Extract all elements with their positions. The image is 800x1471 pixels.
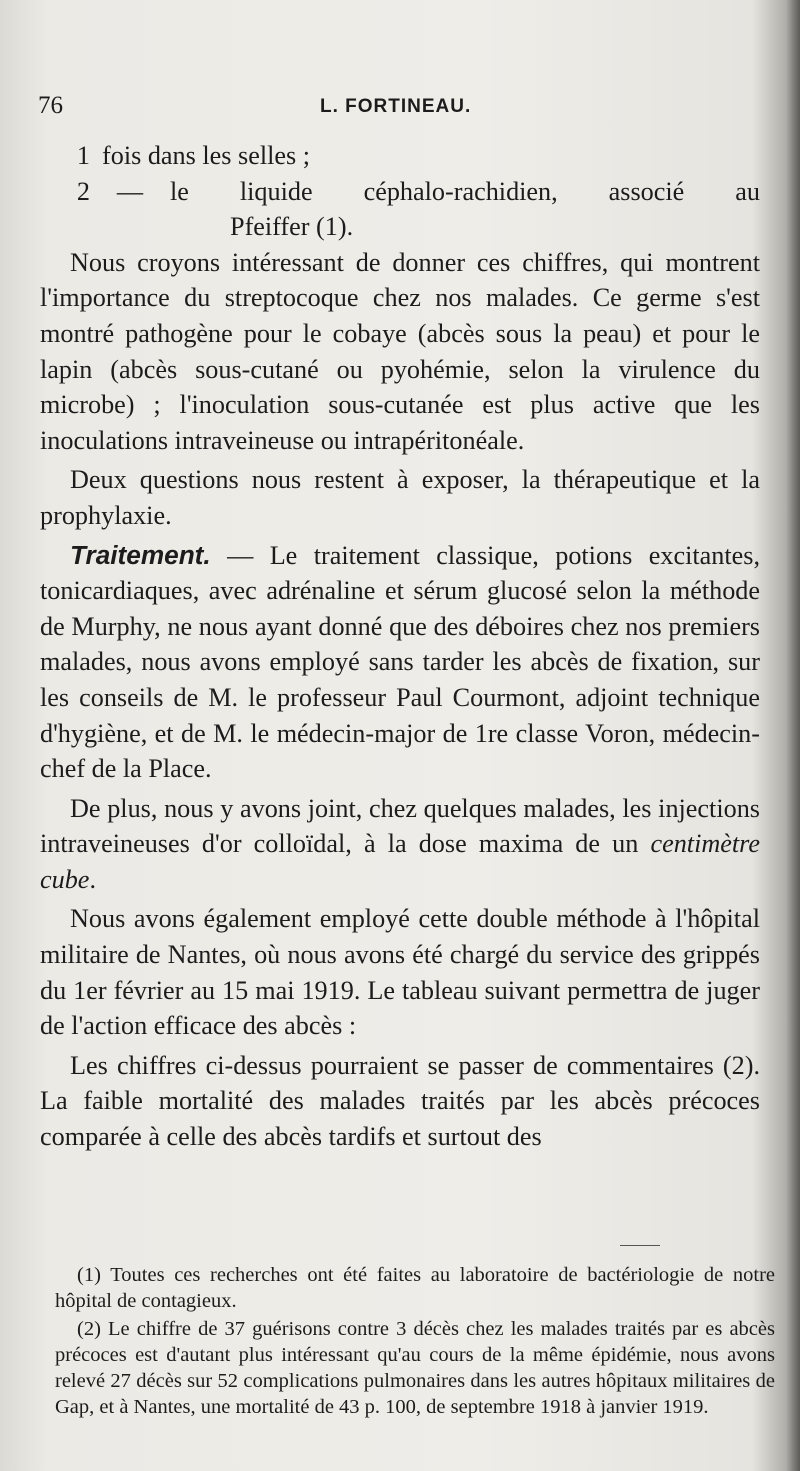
footnote: (2) Le chiffre de 37 guérisons contre 3 décès chez les malades traités par es abcès précoces est d'autant plus intéressant qu'au cours de la même épidémie, nous avons relevé 27 décès sur 52 complications pulmonaires dans les autres hôpitaux militaires de Gap, et à Nantes, une mortalité de 43 p. 100, de septembre 1918 à janvier 1919.: [55, 1318, 775, 1418]
section-heading: Traitement.: [70, 539, 211, 570]
list-number: 1: [76, 141, 90, 170]
list-dash: —: [116, 176, 144, 206]
paragraph: [40, 791, 760, 898]
paragraph: Les chiffres ci-dessus pourraient se passer de commentaires (2). La faible mortalité des malades traités par les abcès précoces comparée à celle des abcès tardifs et surtout des: [40, 1050, 760, 1152]
paragraph: Nous avons également employé cette double méthode à l'hôpital militaire de Nantes, où nous avons été chargé du service des grippés du 1er février au 15 mai 1919. Le tableau suivant permettra de juger de l'action efficace des abcès :: [40, 904, 760, 1041]
paragraph: Deux questions nous restent à exposer, la thérapeutique et la prophylaxie.: [40, 465, 760, 530]
page-number: 76: [38, 92, 63, 119]
footnote: (1) Toutes ces recherches ont été faites au laboratoire de bactériologie de notre hôpital de contagieux.: [55, 1264, 775, 1312]
list-text: fois dans les selles ;: [102, 141, 311, 170]
paragraph-text: .: [89, 864, 96, 894]
list-text: le liquide céphalo-rachidien, associé au: [170, 176, 760, 206]
paragraph: Nous croyons intéressant de donner ces chiffres, qui montrent l'importance du streptocoque chez nos malades. Ce germe s'est montré pathogène pour le cobaye (abcès sous la peau) et pour le lapin (abcès sous-cutané ou pyohémie, selon la virulence du microbe) ; l'inoculation sous-cutanée est plus active que les inoculations intraveineuse ou intrapéritonéale.: [40, 247, 760, 455]
footnote-separator: [620, 1245, 660, 1246]
page-header: [38, 92, 760, 128]
page-edge-shadow: [786, 0, 800, 1471]
list-continuation: Pfeiffer (1).: [230, 212, 354, 242]
paragraph: [40, 538, 760, 787]
list-number: 2: [76, 176, 90, 206]
footnotes: [55, 1262, 775, 1420]
body-text: [40, 138, 760, 1155]
italic-text: centimètre cube: [40, 829, 760, 894]
list-item: [40, 174, 760, 210]
running-head: L. FORTINEAU.: [320, 96, 472, 117]
paragraph-text: De plus, nous y avons joint, chez quelques malades, les injections intraveineuses d'or colloïdal, à la dose maxima de un: [40, 793, 760, 859]
list-item: [40, 138, 760, 174]
paragraph-text: — Le traitement classique, potions excitantes, tonicardiaques, avec adrénaline et sérum glucosé selon la méthode de Murphy, ne nous ayant donné que des déboires chez nos premiers malades, nous avons employé sans tarder les abcès de fixation, sur les conseils de M. le professeur Paul Courmont, adjoint technique d'hygiène, et de M. le médecin-major de 1re classe Voron, médecin-chef de la Place.: [40, 540, 760, 784]
